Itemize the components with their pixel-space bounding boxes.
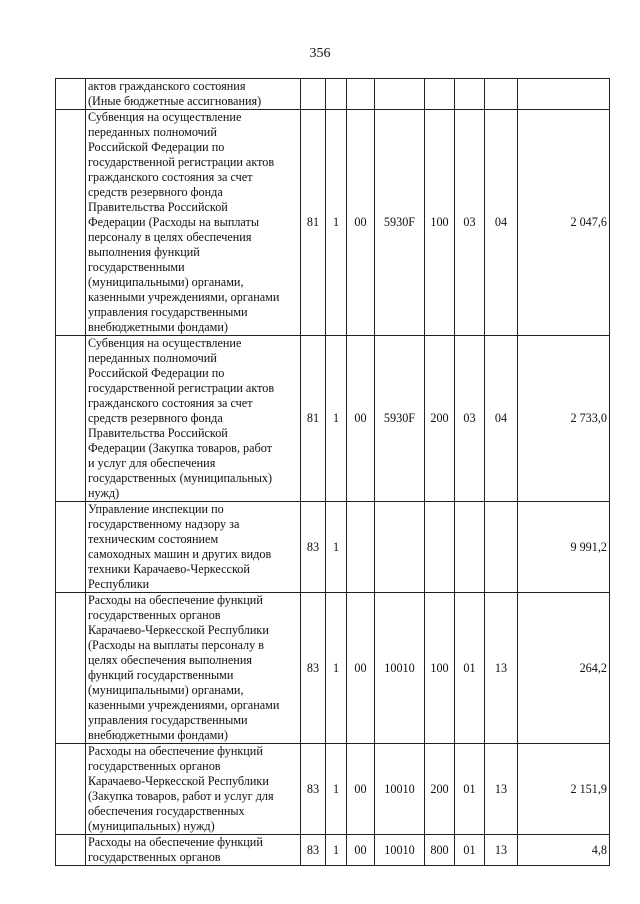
code-cell-c5: 200 [425,744,455,835]
row-marker-cell [56,593,86,744]
description-line: Расходы на обеспечение функций [88,835,263,849]
code-cell-c3 [347,502,375,593]
description-line: государственному надзору за [88,517,240,531]
description-line: (муниципальными) органами, [88,275,244,289]
description-line: Расходы на обеспечение функций [88,593,263,607]
table-row [56,79,610,110]
description-line: внебюджетными фондами) [88,320,228,334]
code-cell-c2: 1 [326,336,347,502]
code-cell-c3: 00 [347,835,375,866]
code-cell-c3: 00 [347,110,375,336]
code-cell-c4: 10010 [375,835,425,866]
description-cell [86,79,301,110]
row-marker-cell [56,835,86,866]
code-cell-c2: 1 [326,835,347,866]
description-line: государственной регистрации актов [88,381,275,395]
code-cell-c7 [485,502,518,593]
code-cell-c3: 00 [347,336,375,502]
code-cell-c6: 01 [455,835,485,866]
description-line: Карачаево-Черкесской Республики [88,623,269,637]
code-cell-c5 [425,79,455,110]
description-line: персоналу в целях обеспечения [88,230,252,244]
description-line: государственных органов [88,608,221,622]
description-line: управления государственными [88,305,248,319]
description-line: гражданского состояния за счет [88,396,253,410]
code-cell-c6: 01 [455,593,485,744]
row-marker-cell [56,502,86,593]
description-line: переданных полномочий [88,351,217,365]
code-cell-c7 [485,79,518,110]
amount-cell: 264,2 [518,593,610,744]
description-line: казенными учреждениями, органами [88,290,280,304]
code-cell-c5: 800 [425,835,455,866]
code-cell-c1 [301,79,326,110]
amount-cell: 4,8 [518,835,610,866]
code-cell-c3 [347,79,375,110]
table-row [56,744,610,835]
code-cell-c3: 00 [347,744,375,835]
description-line: (Расходы на выплаты персоналу в [88,638,265,652]
code-cell-c5: 200 [425,336,455,502]
description-line: (муниципальными) органами, [88,683,244,697]
description-line: Субвенция на осуществление [88,110,242,124]
amount-cell: 2 733,0 [518,336,610,502]
code-cell-c7: 04 [485,336,518,502]
row-marker-cell [56,110,86,336]
code-cell-c1: 83 [301,744,326,835]
description-line: самоходных машин и других видов [88,547,272,561]
amount-cell: 2 151,9 [518,744,610,835]
code-cell-c7: 04 [485,110,518,336]
description-line: Правительства Российской [88,200,228,214]
description-line: техники Карачаево-Черкесской [88,562,250,576]
description-cell [86,502,301,593]
code-cell-c6: 03 [455,110,485,336]
code-cell-c4: 10010 [375,593,425,744]
code-cell-c3: 00 [347,593,375,744]
description-line: государственных органов [88,759,221,773]
row-marker-cell [56,336,86,502]
description-line: (муниципальных) нужд) [88,819,215,833]
description-line: (Иные бюджетные ассигнования) [88,94,262,108]
description-line: Федерации (Расходы на выплаты [88,215,260,229]
budget-table [55,78,610,866]
code-cell-c1: 83 [301,502,326,593]
description-line: переданных полномочий [88,125,217,139]
code-cell-c4 [375,502,425,593]
description-line: обеспечения государственных [88,804,245,818]
amount-cell: 9 991,2 [518,502,610,593]
description-cell [86,110,301,336]
code-cell-c7: 13 [485,744,518,835]
description-line: Республики [88,577,150,591]
description-cell [86,744,301,835]
code-cell-c5: 100 [425,593,455,744]
description-line: средств резервного фонда [88,411,223,425]
table-row [56,835,610,866]
row-marker-cell [56,744,86,835]
code-cell-c4: 10010 [375,744,425,835]
description-line: и услуг для обеспечения [88,456,216,470]
code-cell-c2 [326,79,347,110]
code-cell-c7: 13 [485,835,518,866]
code-cell-c4 [375,79,425,110]
amount-cell: 2 047,6 [518,110,610,336]
code-cell-c5 [425,502,455,593]
description-line: Расходы на обеспечение функций [88,744,263,758]
code-cell-c6 [455,79,485,110]
description-line: государственными [88,260,185,274]
code-cell-c4: 5930F [375,110,425,336]
description-line: Российской Федерации по [88,140,225,154]
description-line: казенными учреждениями, органами [88,698,280,712]
description-line: функций государственными [88,668,234,682]
description-line: средств резервного фонда [88,185,223,199]
description-line: Российской Федерации по [88,366,225,380]
code-cell-c5: 100 [425,110,455,336]
amount-cell [518,79,610,110]
code-cell-c2: 1 [326,502,347,593]
description-line: Правительства Российской [88,426,228,440]
budget-table-body [56,79,610,866]
code-cell-c1: 81 [301,110,326,336]
description-line: государственной регистрации актов [88,155,275,169]
code-cell-c6 [455,502,485,593]
code-cell-c7: 13 [485,593,518,744]
code-cell-c2: 1 [326,593,347,744]
row-marker-cell [56,79,86,110]
description-line: техническим состоянием [88,532,219,546]
description-line: Управление инспекции по [88,502,224,516]
description-line: целях обеспечения выполнения [88,653,252,667]
code-cell-c1: 81 [301,336,326,502]
code-cell-c2: 1 [326,744,347,835]
table-row [56,502,610,593]
code-cell-c6: 03 [455,336,485,502]
table-row [56,336,610,502]
code-cell-c1: 83 [301,835,326,866]
table-row [56,110,610,336]
code-cell-c6: 01 [455,744,485,835]
page-number: 356 [309,46,331,61]
description-line: актов гражданского состояния [88,79,246,93]
description-line: (Закупка товаров, работ и услуг для [88,789,274,803]
code-cell-c1: 83 [301,593,326,744]
description-line: управления государственными [88,713,248,727]
description-line: нужд) [88,486,120,500]
description-line: государственных органов [88,850,221,864]
table-row [56,593,610,744]
description-cell [86,593,301,744]
description-line: выполнения функций [88,245,200,259]
description-line: Федерации (Закупка товаров, работ [88,441,272,455]
description-cell [86,336,301,502]
code-cell-c2: 1 [326,110,347,336]
description-line: Карачаево-Черкесской Республики [88,774,269,788]
code-cell-c4: 5930F [375,336,425,502]
description-line: внебюджетными фондами) [88,728,228,742]
description-cell [86,835,301,866]
description-line: государственных (муниципальных) [88,471,273,485]
description-line: гражданского состояния за счет [88,170,253,184]
description-line: Субвенция на осуществление [88,336,242,350]
